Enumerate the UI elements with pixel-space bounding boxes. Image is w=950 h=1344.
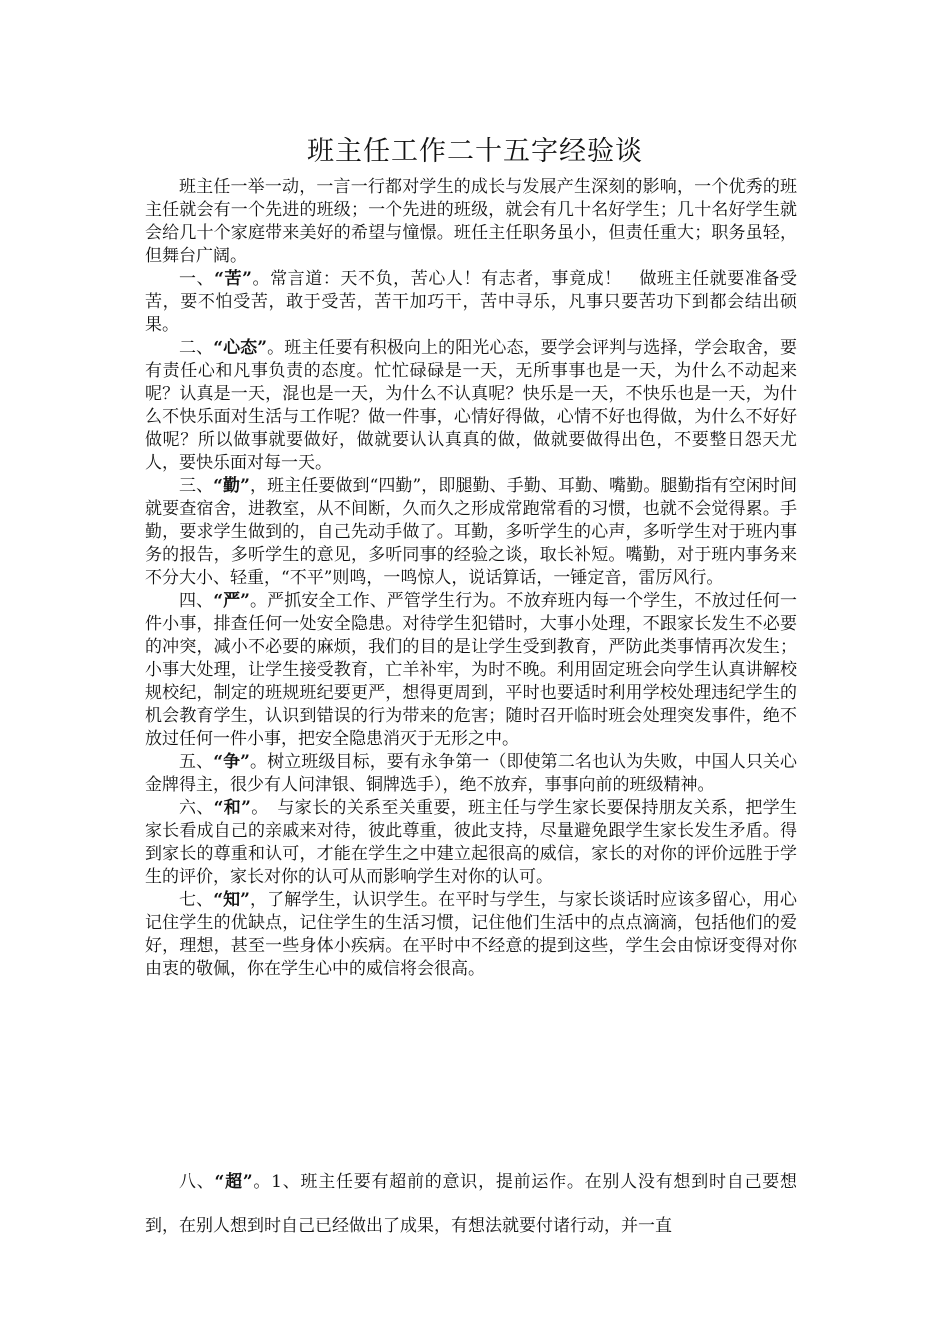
- section-text: 。常言道：天不负，苦心人！有志者，事竟成！ 做班主任就要准备受苦，要不怕受苦，敢于受苦，苦干加巧干，苦中寻乐，凡事只要苦功下到都会结出硕果。: [145, 269, 798, 335]
- document-title: 班主任工作二十五字经验谈: [307, 136, 643, 167]
- section-paragraph-8: [145, 1160, 797, 1248]
- section-keyword: “苦”: [214, 269, 252, 289]
- section-keyword: “和”: [213, 798, 251, 818]
- section-paragraph-3: [145, 475, 797, 590]
- section-keyword: “争”: [213, 752, 250, 772]
- section-number: 三、: [179, 476, 214, 496]
- document-body: [145, 176, 797, 981]
- section-text: 。1、班主任要有超前的意识，提前运作。在别人没有想到时自己要想到，在别人想到时自己已经做出了成果，有想法就要付诸行动，并一直: [145, 1172, 797, 1236]
- section-number: 二、: [179, 338, 214, 358]
- section-text: ，班主任要做到“四勤”，即腿勤、手勤、耳勤、嘴勤。腿勤指有空闲时间就要查宿舍，进教室，从不间断，久而久之形成常跑常看的习惯，也就不会觉得累。手勤，要求学生做到的，自己先动手做了。耳勤，多听学生的心声，多听学生对于班内事务的报告，多听学生的意见，多听同事的经验之谈，取长补短。嘴勤，对于班内事务来不分大小、轻重，“不平”则鸣，一鸣惊人，说话算话，一锤定音，雷厉风行。: [145, 476, 798, 588]
- section-number: 一、: [179, 269, 215, 289]
- section-keyword: “严”: [213, 591, 250, 611]
- section-paragraph-7: [145, 889, 797, 981]
- section-text: 。树立班级目标，要有永争第一（即使第二名也认为失败，中国人只关心金牌得主，很少有人问津银、铜牌选手），绝不放弃，事事向前的班级精神。: [145, 752, 798, 795]
- section-number: 四、: [179, 591, 214, 611]
- section-keyword: “勤”: [213, 476, 250, 496]
- section-paragraph-6: [145, 797, 797, 889]
- section-text: ，了解学生，认识学生。在平时与学生，与家长谈话时应该多留心，用心记住学生的优缺点，记住学生的生活习惯，记住他们生活中的点点滴滴，包括他们的爱好，理想，甚至一些身体小疾病。在平时中不经意的提到这些，学生会由惊讶变得对你由衷的敬佩，你在学生心中的威信将会很高。: [145, 890, 798, 979]
- section-number: 七、: [179, 890, 214, 910]
- section-number: 八、: [179, 1172, 215, 1192]
- section-text: 。班主任要有积极向上的阳光心态，要学会评判与选择，学会取舍，要有责任心和凡事负责的态度。忙忙碌碌是一天，无所事事也是一天，为什么不动起来呢？认真是一天，混也是一天，为什么不认真呢？快乐是一天，不快乐也是一天，为什么不快乐面对生活与工作呢？做一件事，心情好得做，心情不好也得做，为什么不好好做呢？所以做事就要做好，做就要认认真真的做，做就要做得出色，不要整日怨天尤人，要快乐面对每一天。: [145, 338, 798, 473]
- section-number: 五、: [179, 752, 214, 772]
- document-body-continued: [145, 1160, 797, 1248]
- section-paragraph-1: [145, 268, 797, 337]
- section-paragraph-5: [145, 751, 797, 797]
- section-keyword: “知”: [213, 890, 250, 910]
- section-paragraph-2: [145, 337, 797, 475]
- section-text: 。 与家长的关系至关重要，班主任与学生家长要保持朋友关系，把学生家长看成自己的亲戚来对待，彼此尊重，彼此支持，尽量避免跟学生家长发生矛盾。得到家长的尊重和认可，才能在学生之中建立起很高的威信，家长的对你的评价远胜于学生的评价，家长对你的认可从而影响学生对你的认可。: [145, 798, 798, 887]
- section-number: 六、: [179, 798, 214, 818]
- section-paragraph-4: [145, 590, 797, 751]
- intro-paragraph: 班主任一举一动，一言一行都对学生的成长与发展产生深刻的影响，一个优秀的班主任就会有一个先进的班级；一个先进的班级，就会有几十名好学生；几十名好学生就会给几十个家庭带来美好的希望与憧憬。班任主任职务虽小，但责任重大；职务虽轻，但舞台广阔。: [145, 177, 797, 266]
- section-keyword: “超”: [214, 1172, 253, 1192]
- section-text: 。严抓安全工作、严管学生行为。不放弃班内每一个学生，不放过任何一件小事，排查任何一处安全隐患。对待学生犯错时，大事小处理，不跟家长发生不必要的冲突，减小不必要的麻烦，我们的目的是让学生受到教育，严防此类事情再次发生；小事大处理，让学生接受教育，亡羊补牢，为时不晚。利用固定班会向学生认真讲解校规校纪，制定的班规班纪要更严，想得更周到，平时也要适时利用学校处理违纪学生的机会教育学生，认识到错误的行为带来的危害；随时召开临时班会处理突发事件，绝不放过任何一件小事，把安全隐患消灭于无形之中。: [145, 591, 798, 749]
- section-keyword: “心态”: [213, 338, 268, 358]
